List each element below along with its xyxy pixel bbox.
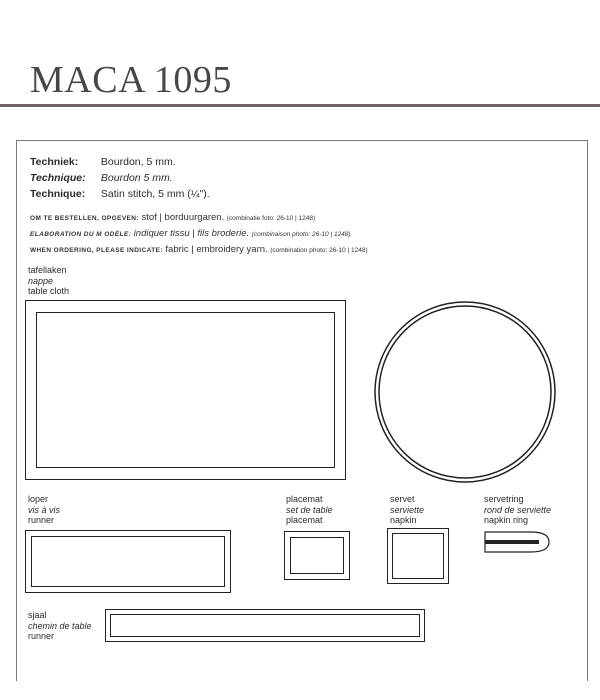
label-en: runner — [28, 515, 55, 525]
spec-key: Technique: — [30, 188, 86, 200]
napkin-label — [390, 494, 424, 526]
napkin-ring-diagram — [483, 530, 553, 555]
label-en: napkin ring — [484, 515, 529, 525]
page-title: MACA 1095 — [30, 59, 232, 101]
tablecloth-embroidery-border — [36, 312, 335, 468]
runner-rect-diagram — [25, 530, 231, 593]
label-en: placemat — [286, 515, 323, 525]
tablecloth-label — [28, 265, 69, 297]
label-nl: servet — [390, 494, 415, 504]
label-nl: servetring — [484, 494, 524, 504]
spec-key: Technique: — [30, 172, 86, 184]
ordering-note: (combinatie foto: 26-10 | 1248) — [226, 215, 316, 222]
napkin-rect-diagram — [387, 528, 449, 584]
placemat-embroidery-border — [290, 537, 344, 574]
spec-row-nl — [30, 156, 176, 168]
round-tablecloth-diagram — [373, 300, 558, 485]
sjaal-embroidery-border — [110, 614, 420, 637]
runner-label — [28, 494, 60, 526]
ordering-key: ELABORATION DU M ODÈLE: — [30, 231, 132, 238]
label-fr: serviette — [390, 504, 425, 515]
spec-key: Techniek: — [30, 156, 79, 168]
spec-value: Bourdon 5 mm. — [100, 172, 173, 184]
label-fr: set de table — [286, 504, 333, 515]
napkin-embroidery-border — [392, 533, 444, 579]
napkin-ring-label — [484, 494, 551, 526]
sjaal-rect-diagram — [105, 609, 425, 642]
placemat-rect-diagram — [284, 531, 350, 580]
sjaal-label — [28, 610, 92, 642]
ordering-row-nl — [30, 212, 315, 223]
ordering-key: WHEN ORDERING, PLEASE INDICATE: — [30, 247, 163, 254]
label-nl: placemat — [286, 494, 323, 504]
label-en: napkin — [390, 515, 417, 525]
spec-row-fr — [30, 172, 173, 184]
label-nl: sjaal — [28, 610, 47, 620]
label-fr: nappe — [28, 275, 54, 286]
ordering-row-en — [30, 244, 368, 255]
label-en: runner — [28, 631, 55, 641]
label-en: table cloth — [28, 286, 70, 296]
spec-value: Bourdon, 5 mm. — [100, 156, 176, 168]
ordering-row-fr — [30, 228, 351, 239]
ordering-value: indiquer tissu | fils broderie. — [133, 228, 250, 239]
placemat-label — [286, 494, 333, 526]
label-fr: chemin de table — [28, 620, 92, 631]
label-fr: vis à vis — [28, 504, 61, 515]
spec-value: Satin stitch, 5 mm (¼"). — [100, 188, 210, 200]
ordering-key: OM TE BESTELLEN, OPGEVEN: — [30, 215, 139, 222]
label-nl: loper — [28, 494, 49, 504]
tablecloth-rect-diagram — [25, 300, 346, 480]
runner-embroidery-border — [31, 536, 225, 587]
label-fr: rond de serviette — [484, 504, 552, 515]
ordering-value: stof | borduurgaren. — [141, 212, 225, 223]
title-divider — [0, 104, 600, 107]
ordering-value: fabric | embroidery yarn. — [165, 244, 268, 255]
spec-row-en — [30, 188, 210, 200]
ordering-note: (combination photo: 26-10 | 1248) — [270, 247, 368, 254]
ordering-note: (combinaison photo: 26-10 | 1248) — [251, 231, 351, 238]
label-nl: tafellaken — [28, 265, 67, 275]
